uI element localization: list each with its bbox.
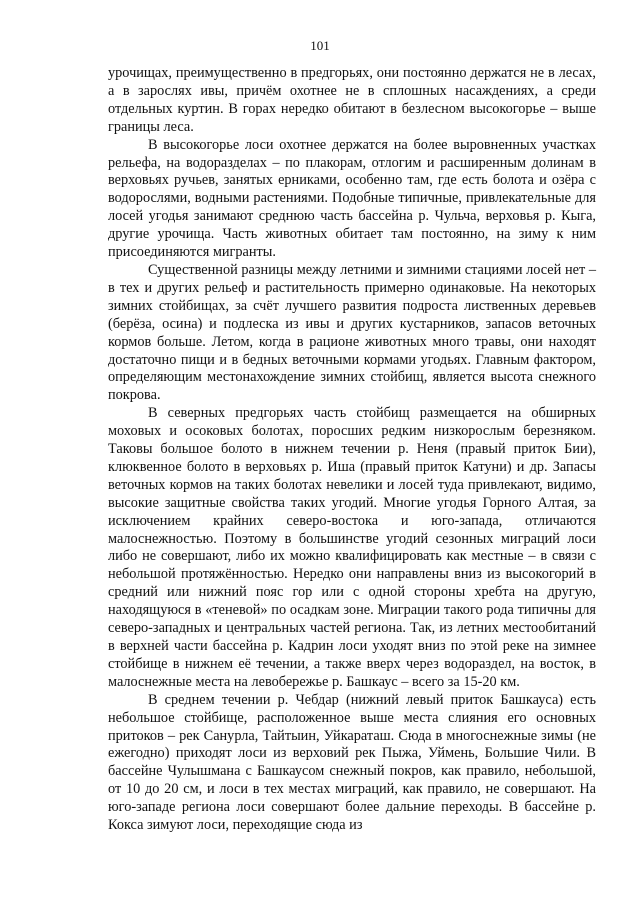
body-text xyxy=(108,65,596,835)
paragraph-continuation: урочищах, преимущественно в предгорьях, они постоянно держатся не в лесах, а в зарослях ивы, причём охотнее не в сплошных насаждениях, а среди отдельных куртин. В горах нередко обитают в безлесном высокогорье – выше границы леса. xyxy=(108,65,596,135)
page-number: 101 xyxy=(310,38,330,53)
paragraph: В северных предгорьях часть стойбищ размещается на обширных моховых и осоковых болотах, поросших редким низкорослым березняком. Таковы большое болото в нижнем течении р. Неня (правый приток Бии), клюквенное болото в верховьях р. Иша (правый приток Катуни) и др. Запасы веточных кормов на таких болотах невелики и лосей туда привлекают, видимо, высокие защитные свойства таких угодий. Многие угодья Горного Алтая, за исключением крайних северо-востока и юго-запада, отличаются малоснежностью. Поэтому в большинстве угодий сезонных миграций лоси либо не совершают, либо их можно квалифицировать как местные – в связи с небольшой протяжённостью. Нередко они направлены вниз из высокогорий в средний или нижний пояс гор или с одной стороны хребта на другую, находящуюся в «теневой» по осадкам зоне. Миграции такого рода типичны для северо-западных и центральных частей региона. Так, из летних местообитаний в верхней части бассейна р. Кадрин лоси уходят вниз по этой реке на зимнее стойбище в нижнем её течении, а также вверх через водораздел, на восток, в малоснежные места на левобережье р. Башкаус – всего за 15-20 км. xyxy=(108,405,596,690)
paragraph: В высокогорье лоси охотнее держатся на более выровненных участках рельефа, на водоразделах – по плакорам, отлогим и расширенным долинам в верховьях ручьев, занятых ерниками, особенно там, где есть болота и озёра с водорослями, водными растениями. Подобные типичные, привлекательные для лосей угодья занимают среднюю часть бассейна р. Чульча, верховья р. Кыга, другие урочища. Часть животных обитает там постоянно, на зиму к ним присоединяются мигранты. xyxy=(108,136,596,261)
paragraph: В среднем течении р. Чебдар (нижний левый приток Башкауса) есть небольшое стойбище, расположенное выше места слияния его основных притоков – рек Санурла, Тайтыин, Уйкараташ. Сюда в многоснежные зимы (не ежегодно) приходят лоси из верховий рек Пыжа, Уймень, Большие Чили. В бассейне Чулышмана с Башкаусом снежный покров, как правило, небольшой, от 10 до 20 см, и лоси в тех местах миграций, как правило, не совершают. На юго-западе региона лоси совершают более дальние переходы. В бассейне р. Кокса зимуют лоси, переходящие сюда из xyxy=(108,691,596,834)
paragraph: Существенной разницы между летними и зимними стациями лосей нет – в тех и других рельеф и растительность примерно одинаковые. На некоторых зимних стойбищах, за счёт лучшего развития подроста лиственных деревьев (берёза, осина) и подлеска из ивы и других кустарников, запасов веточных кормов больше. Летом, когда в рационе животных много травы, они находят достаточно пищи и в бедных веточными кормами угодьях. Главным фактором, определяющим местонахождение зимних стойбищ, является высота снежного покрова. xyxy=(108,261,596,404)
